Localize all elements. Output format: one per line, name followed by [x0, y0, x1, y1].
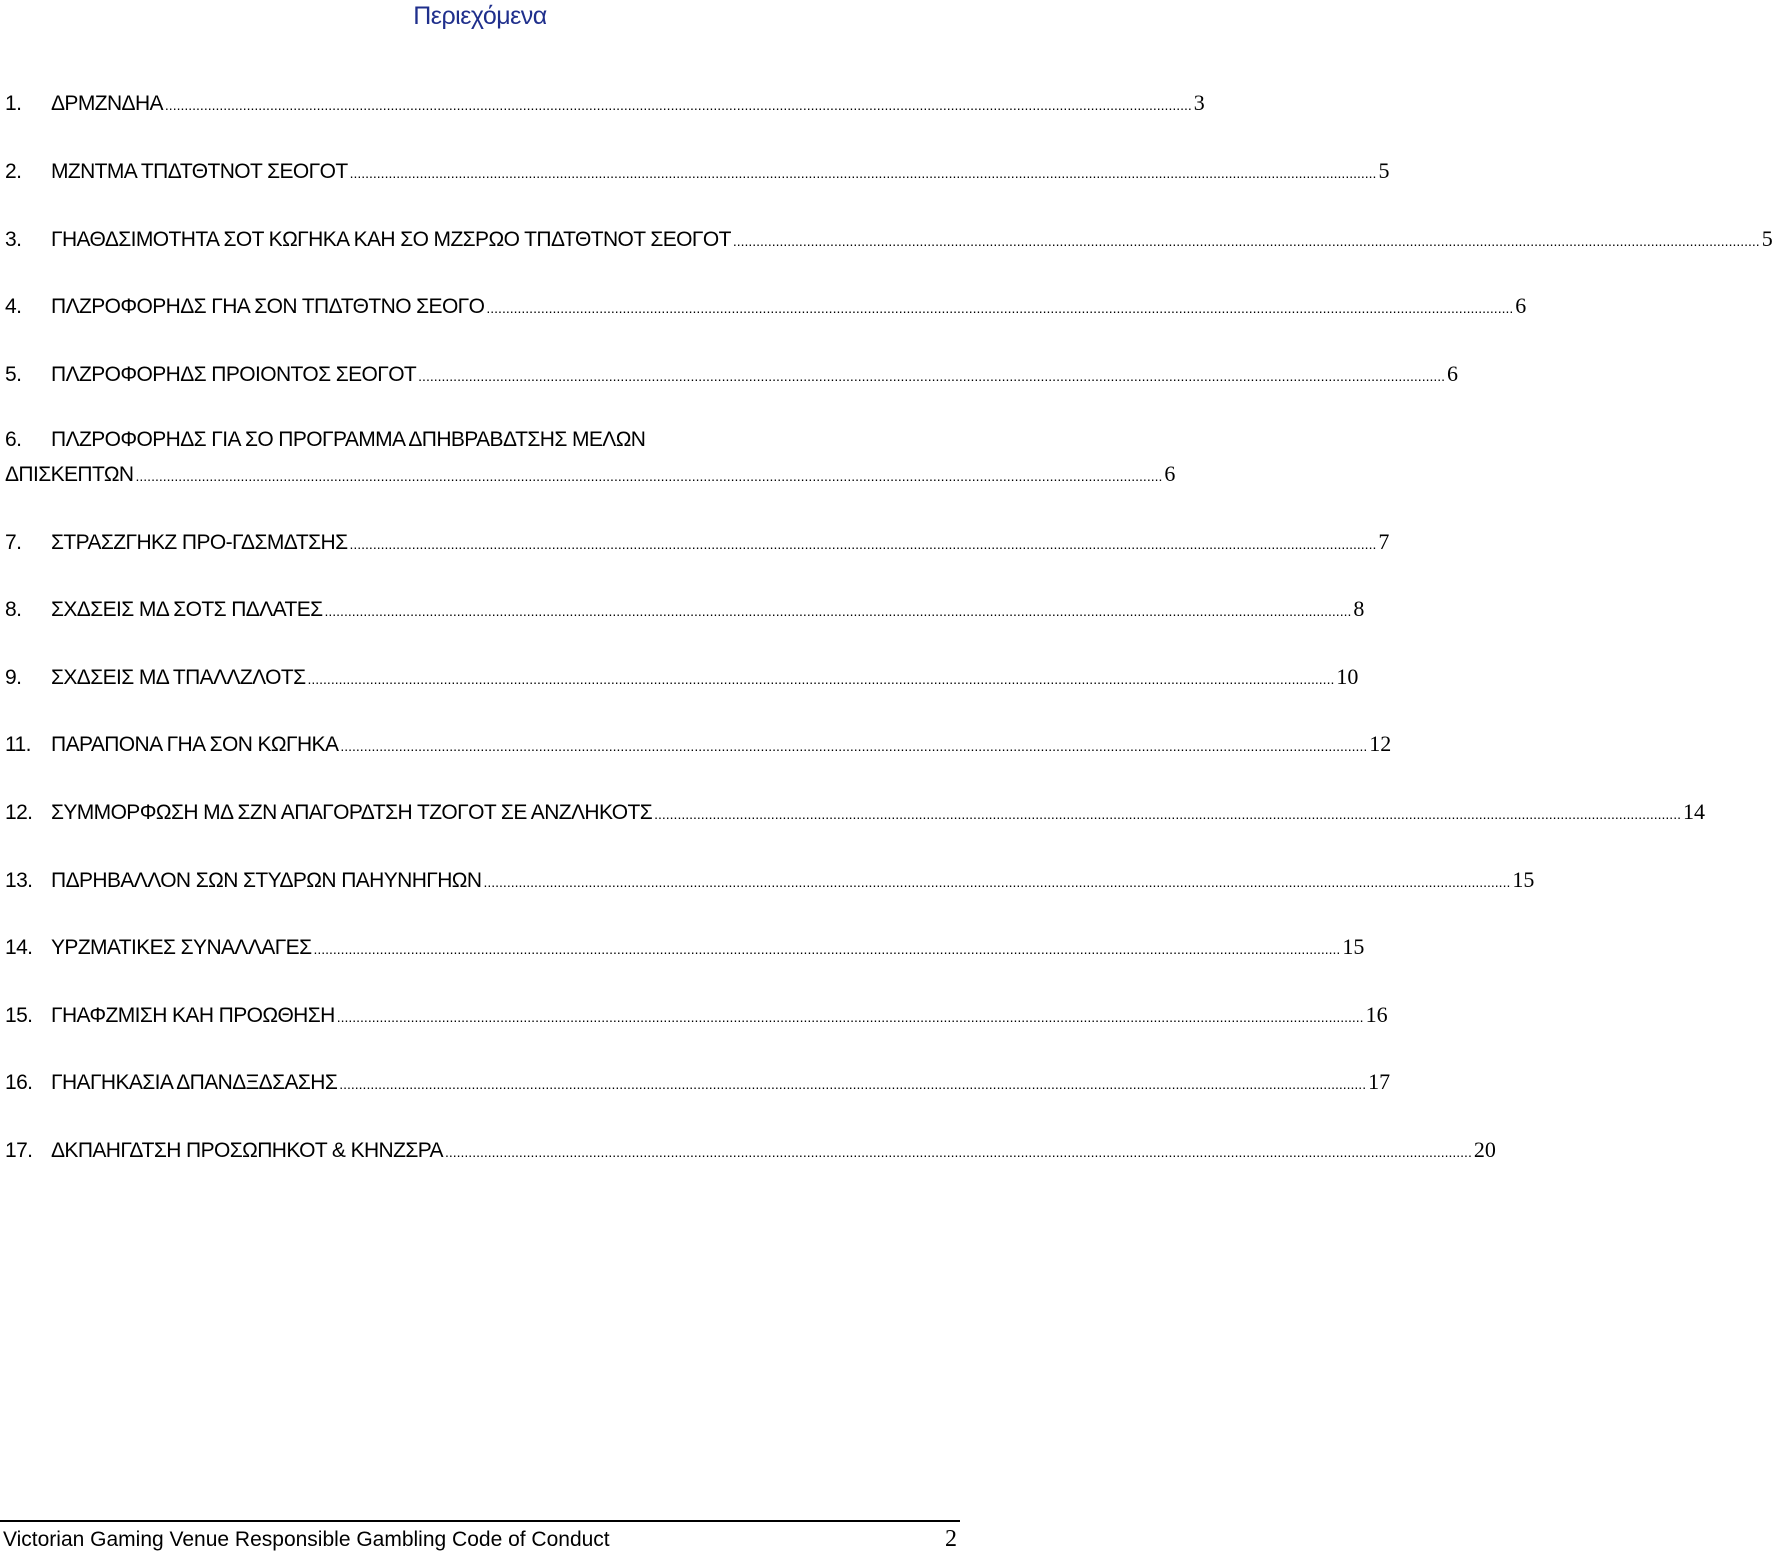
toc-entry-title: ΣΧΔΣΕΙΣ ΜΔ ΤΠΑΛΛΖΛΟΤΣ	[51, 666, 306, 689]
toc-entry-page: 6	[1447, 361, 1459, 386]
toc-entry-title: ΓΗΑΘΔΣΙΜΟΤΗΤΑ ΣΟΤ ΚΩΓΗΚΑ ΚΑΗ ΣΟ ΜΖΣΡΩΟ ΤΠΔΤΘΤΝΟΤ ΣΕΟΓΟΤ	[51, 228, 731, 251]
toc-entry[interactable]	[5, 664, 1359, 692]
toc-entry-number: 14.	[5, 936, 33, 959]
footer-page-number: 2	[945, 1526, 957, 1552]
toc-entry-title: ΠΔΡΗΒΑΛΛΟΝ ΣΩΝ ΣΤΥΔΡΩΝ ΠΑΗΥΝΗΓΗΩΝ	[51, 869, 482, 892]
toc-dot-leader	[339, 1076, 1366, 1092]
toc-entry[interactable]	[5, 529, 1390, 557]
toc-entry-title: ΠΛΖΡΟΦΟΡΗΔΣ ΠΡΟΙΟΝΤΟΣ ΣΕΟΓΟΤ	[51, 363, 417, 386]
toc-entry-page: 12	[1369, 731, 1392, 756]
toc-dot-leader	[165, 97, 1192, 113]
toc-entry-page: 15	[1512, 867, 1535, 892]
toc-entry[interactable]	[5, 596, 1365, 624]
toc-entry-page: 17	[1368, 1069, 1391, 1094]
toc-entry-title-continued: ΔΠΙΣΚΕΠΤΩΝ	[5, 463, 134, 486]
toc-entry-number: 8.	[5, 598, 22, 621]
toc-entry[interactable]	[5, 158, 1390, 186]
footer-document-title: Victorian Gaming Venue Responsible Gambling Code of Conduct	[3, 1528, 610, 1551]
toc-dot-leader	[733, 233, 1760, 249]
toc-entry-number: 2.	[5, 160, 22, 183]
toc-dot-leader	[350, 165, 1377, 181]
toc-entry-title: ΠΛΖΡΟΦΟΡΗΔΣ ΓΗΑ ΣΟΝ ΤΠΔΤΘΤΝΟ ΣΕΟΓΟ	[51, 295, 485, 318]
toc-entry-number: 7.	[5, 531, 22, 554]
footer-divider	[0, 1520, 960, 1522]
toc-entry-number: 3.	[5, 228, 22, 251]
toc-entry-page: 15	[1342, 934, 1365, 959]
toc-entry-title: ΜΖΝΤΜΑ ΤΠΔΤΘΤΝΟΤ ΣΕΟΓΟΤ	[51, 160, 348, 183]
toc-entry-title: ΔΡΜΖΝΔΗΑ	[51, 92, 163, 115]
toc-entry-title: ΣΤΡΑΣΖΓΗΚΖ ΠΡΟ-ΓΔΣΜΔΤΣΗΣ	[51, 531, 348, 554]
toc-entry-page: 10	[1336, 664, 1359, 689]
toc-entry-title: ΓΗΑΦΖΜΙΣΗ ΚΑΗ ΠΡΟΩΘΗΣΗ	[51, 1004, 335, 1027]
toc-dot-leader	[654, 806, 1681, 822]
toc-dot-leader	[325, 603, 1352, 619]
toc-entry-number: 17.	[5, 1139, 33, 1162]
page-title: Περιεχόμενα	[413, 2, 547, 30]
toc-entry[interactable]	[5, 799, 1705, 827]
toc-entry[interactable]	[5, 867, 1535, 895]
toc-dot-leader	[337, 1009, 1364, 1025]
toc-entry-page: 16	[1365, 1002, 1388, 1027]
toc-dot-leader	[340, 738, 1367, 754]
toc-entry-number: 16.	[5, 1071, 33, 1094]
toc-entry[interactable]	[5, 361, 1459, 389]
toc-entry[interactable]	[5, 428, 958, 456]
toc-entry[interactable]	[5, 226, 1773, 254]
toc-entry-page: 7	[1378, 529, 1390, 554]
toc-dot-leader	[136, 468, 1163, 484]
toc-entry-number: 9.	[5, 666, 22, 689]
toc-entry-number: 15.	[5, 1004, 33, 1027]
toc-entry-number: 1.	[5, 92, 22, 115]
toc-entry-page: 5	[1378, 158, 1390, 183]
toc-entry-number: 12.	[5, 801, 33, 824]
toc-entry[interactable]	[5, 1002, 1388, 1030]
toc-entry-page: 5	[1761, 226, 1773, 251]
toc-entry-title: ΓΗΑΓΗΚΑΣΙΑ ΔΠΑΝΔΞΔΣΑΣΗΣ	[51, 1071, 338, 1094]
toc-entry-title: ΥΡΖΜΑΤΙΚΕΣ ΣΥΝΑΛΛΑΓΕΣ	[51, 936, 312, 959]
toc-dot-leader	[313, 941, 1340, 957]
toc-dot-leader	[307, 671, 1334, 687]
toc-entry-title: ΣΥΜΜΟΡΦΩΣΗ ΜΔ ΣΖΝ ΑΠΑΓΟΡΔΤΣΗ ΤΖΟΓΟΤ ΣΕ ΑΝΖΛΗΚΟΤΣ	[51, 801, 653, 824]
toc-entry-number: 5.	[5, 363, 22, 386]
toc-entry-page: 6	[1515, 293, 1527, 318]
toc-entry-number: 4.	[5, 295, 22, 318]
toc-dot-leader	[486, 300, 1513, 316]
toc-entry-page: 14	[1682, 799, 1705, 824]
toc-dot-leader	[445, 1144, 1472, 1160]
toc-entry[interactable]	[5, 934, 1365, 962]
toc-entry-page: 20	[1473, 1137, 1496, 1162]
toc-entry[interactable]	[5, 90, 1205, 118]
toc-dot-leader	[349, 536, 1376, 552]
toc-entry-title: ΠΛΖΡΟΦΟΡΗΔΣ ΓΙΑ ΣΟ ΠΡΟΓΡΑΜΜΑ ΔΠΗΒΡΑΒΔΤΣΗΣ ΜΕΛΩΝ	[51, 428, 646, 451]
toc-entry-page: 3	[1193, 90, 1205, 115]
toc-entry-title: ΠΑΡΑΠΟΝΑ ΓΗΑ ΣΟΝ ΚΩΓΗΚΑ	[51, 733, 339, 756]
toc-entry-title: ΣΧΔΣΕΙΣ ΜΔ ΣΟΤΣ ΠΔΛΑΤΕΣ	[51, 598, 323, 621]
toc-entry-number: 11.	[5, 733, 31, 756]
toc-entry[interactable]	[5, 1137, 1496, 1165]
toc-entry-number: 13.	[5, 869, 33, 892]
toc-entry-page: 8	[1353, 596, 1365, 621]
toc-entry-number: 6.	[5, 428, 22, 451]
toc-dot-leader	[418, 368, 1445, 384]
toc-entry[interactable]	[5, 293, 1527, 321]
toc-entry-title: ΔΚΠΑΗΓΔΤΣΗ ΠΡΟΣΩΠΗΚΟΤ & ΚΗΝΖΣΡΑ	[51, 1139, 443, 1162]
toc-entry[interactable]	[5, 731, 1392, 759]
toc-entry-page: 6	[1164, 461, 1176, 486]
toc-entry[interactable]	[5, 1069, 1391, 1097]
toc-entry-continuation[interactable]	[5, 461, 1176, 489]
toc-dot-leader	[483, 874, 1510, 890]
